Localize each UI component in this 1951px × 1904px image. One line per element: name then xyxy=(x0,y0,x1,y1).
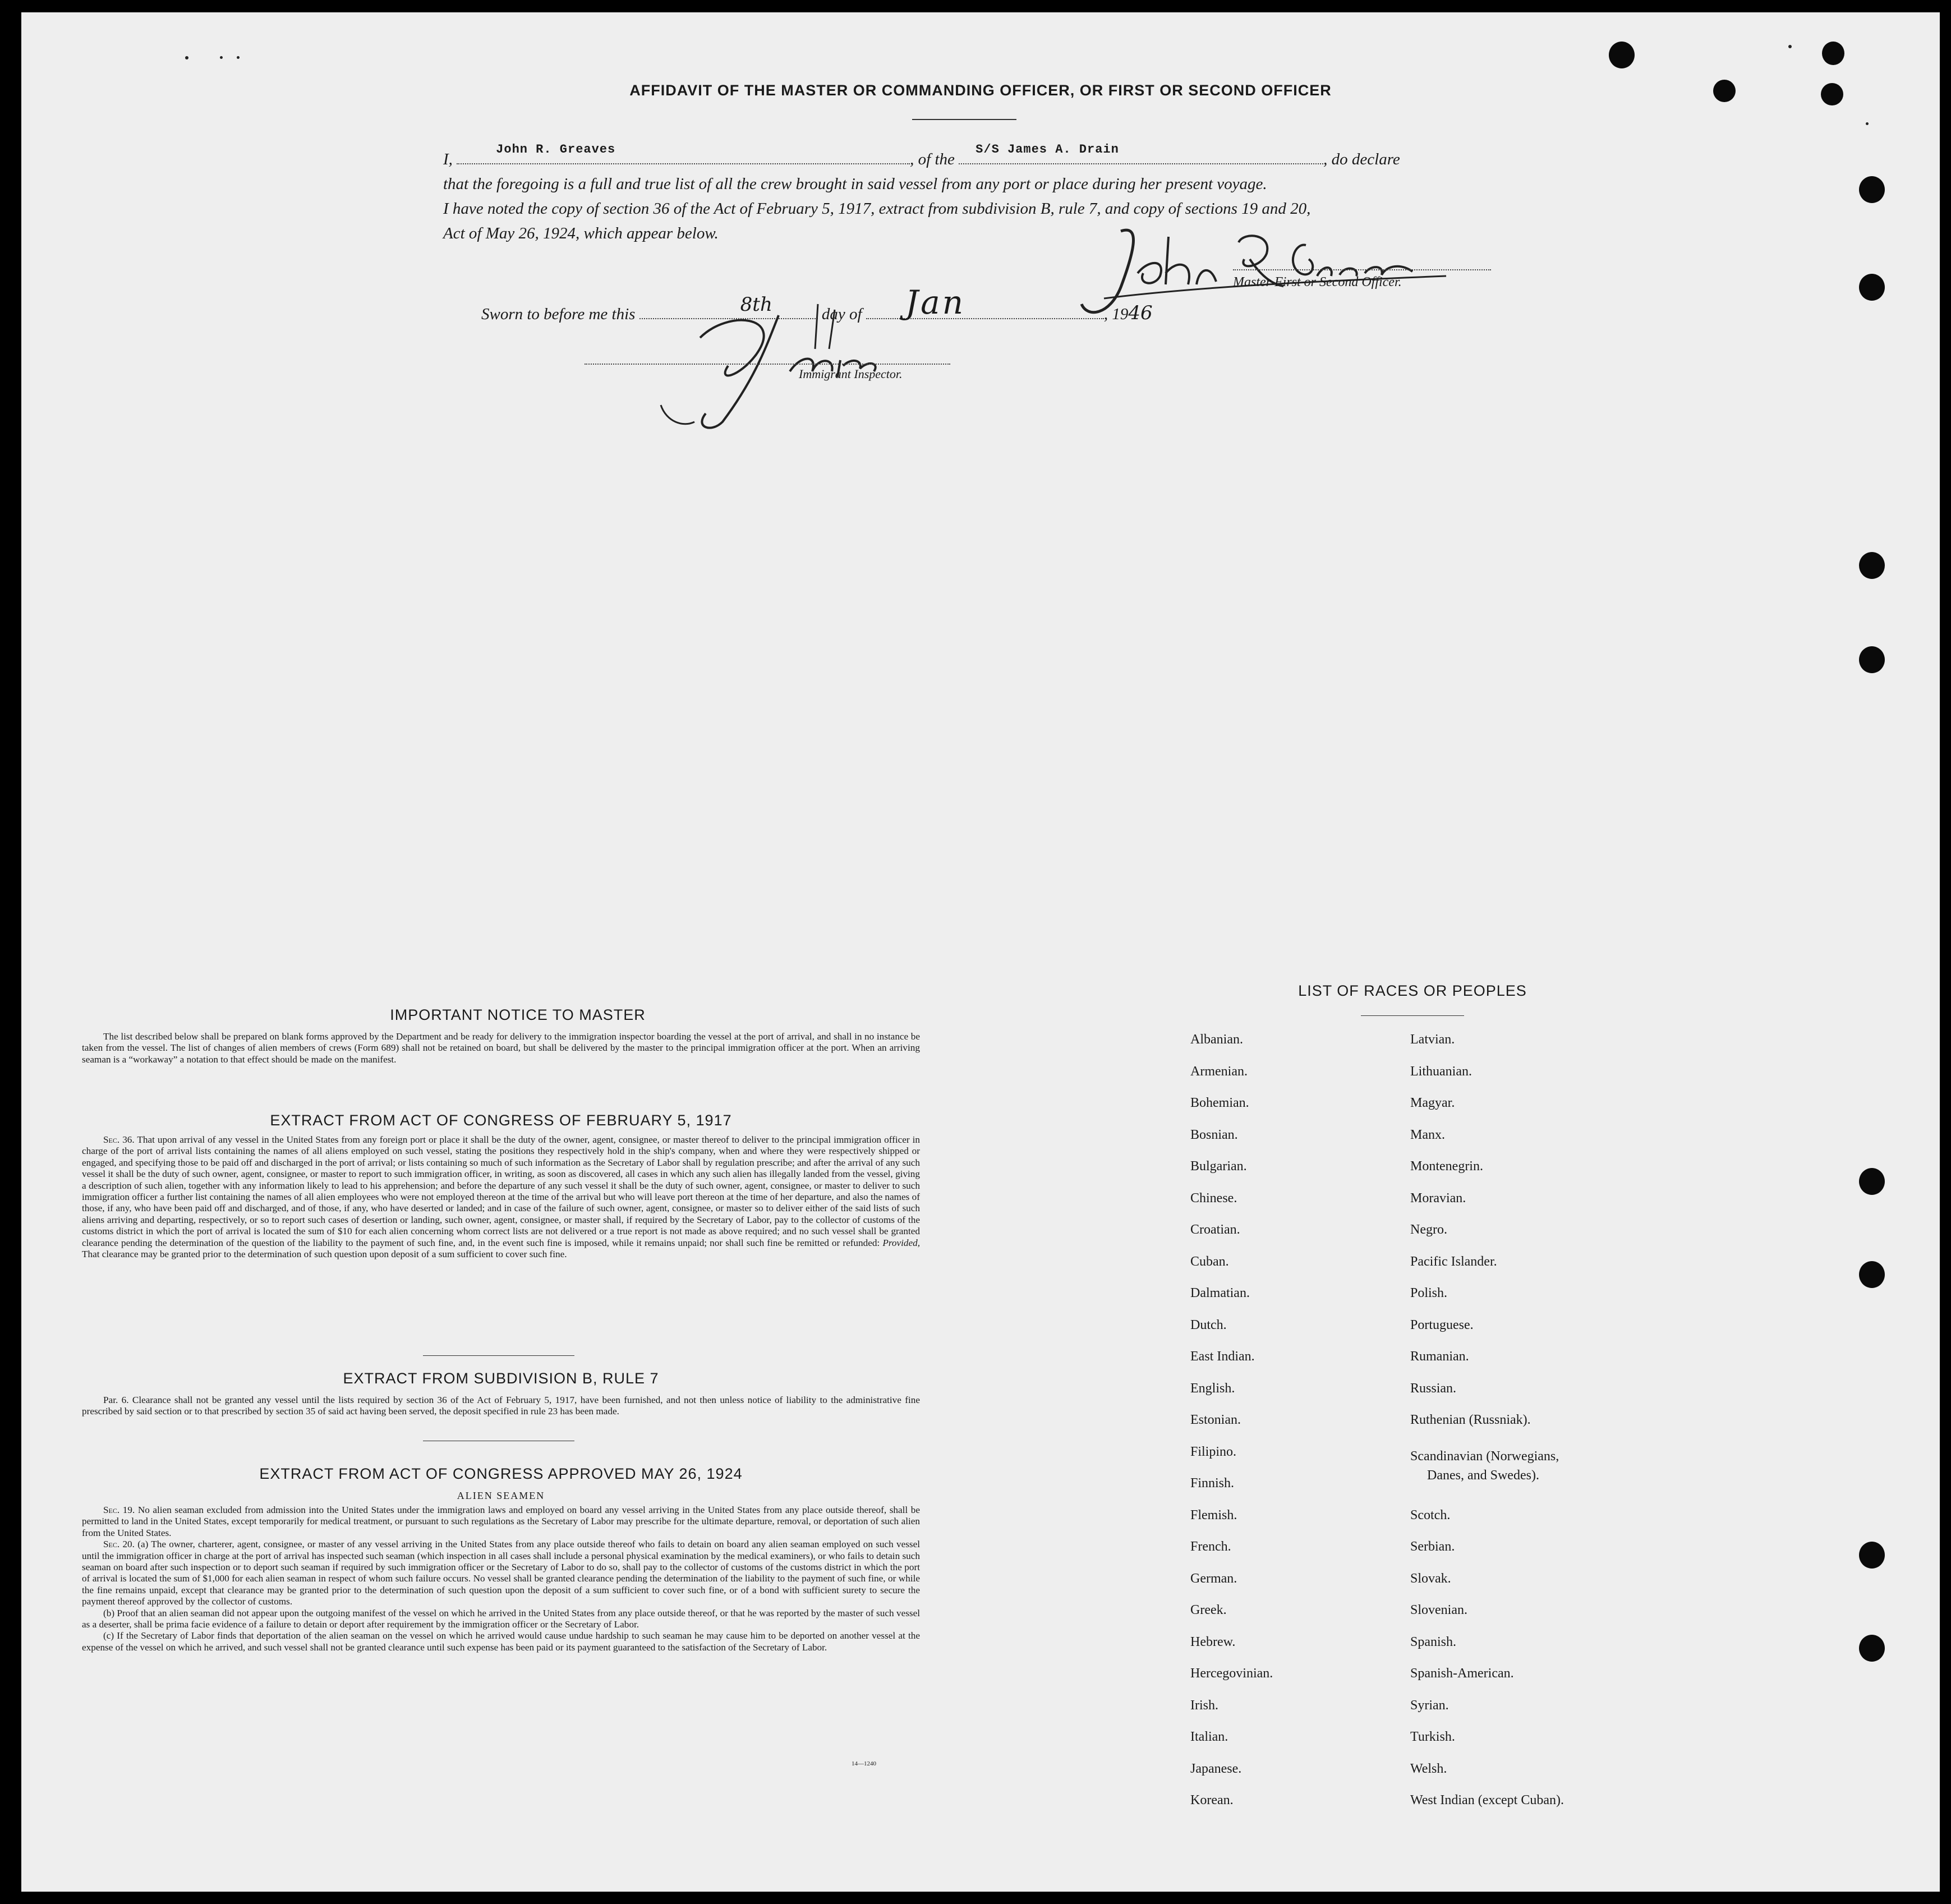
race-item: Bosnian. xyxy=(1190,1128,1238,1142)
speck xyxy=(237,56,240,59)
race-item: Finnish. xyxy=(1190,1476,1235,1491)
race-item: West Indian (except Cuban). xyxy=(1410,1793,1564,1808)
race-item: Turkish. xyxy=(1410,1730,1455,1744)
race-item: Irish. xyxy=(1190,1698,1218,1713)
race-item: Spanish. xyxy=(1410,1635,1457,1649)
race-item: Scandinavian (Norwegians, xyxy=(1410,1449,1559,1464)
race-item: Manx. xyxy=(1410,1128,1445,1142)
race-item: Ruthenian (Russniak). xyxy=(1410,1413,1531,1427)
punch-hole xyxy=(1859,1635,1885,1662)
race-item: Hebrew. xyxy=(1190,1635,1236,1649)
master-caption: Master First or Second Officer. xyxy=(1233,275,1402,289)
race-item: Japanese. xyxy=(1190,1762,1242,1776)
race-item: French. xyxy=(1190,1539,1231,1554)
speck xyxy=(185,56,188,59)
notice-paragraph: The list described below shall be prepared on blank forms approved by the Department and be ready for delivery to the immigration inspector boarding the vessel at the port of arrival, and shall in no instance be taken from the vessel. The list of changes of alien members of crews (Form 689) shall not be retained on board, but shall be delivered by the master to the principal immigration officer at the port. When an arriving seaman is a “workaway” a notation to that effect should be made on the manifest. xyxy=(82,1031,920,1065)
race-item: Negro. xyxy=(1410,1222,1447,1237)
punch-hole xyxy=(1859,552,1885,579)
form-number: 14—1240 xyxy=(852,1760,876,1767)
race-item: Russian. xyxy=(1410,1381,1457,1396)
affidavit-title: AFFIDAVIT OF THE MASTER OR COMMANDING OFFICER, OR FIRST OR SECOND OFFICER xyxy=(629,82,1332,99)
punch-hole xyxy=(1859,274,1885,301)
speck xyxy=(1788,45,1792,48)
punch-hole xyxy=(1609,42,1635,68)
notice-title: IMPORTANT NOTICE TO MASTER xyxy=(390,1006,646,1023)
race-item: Moravian. xyxy=(1410,1191,1466,1206)
master-name-field xyxy=(457,142,910,164)
form-page xyxy=(21,12,1940,1892)
race-item: Lithuanian. xyxy=(1410,1064,1472,1079)
punch-hole xyxy=(1859,646,1885,673)
alien-seamen-subtitle: ALIEN SEAMEN xyxy=(457,1490,545,1501)
sec-19-paragraph xyxy=(82,1505,920,1539)
rule-7-title: EXTRACT FROM SUBDIVISION B, RULE 7 xyxy=(343,1370,659,1387)
race-item: Flemish. xyxy=(1190,1508,1237,1523)
extract-1924-text xyxy=(82,1505,920,1653)
race-item: Pacific Islander. xyxy=(1410,1254,1497,1269)
race-item: Scotch. xyxy=(1410,1508,1451,1523)
race-item: Welsh. xyxy=(1410,1762,1447,1776)
day-of-label: day of xyxy=(821,305,862,323)
of-the-label: , of the xyxy=(910,150,955,168)
vessel-name-value: S/S James A. Drain xyxy=(976,142,1119,157)
race-item: Montenegrin. xyxy=(1410,1159,1483,1174)
race-item: Dalmatian. xyxy=(1190,1286,1250,1300)
notice-text xyxy=(82,1031,920,1065)
sec-20a-paragraph xyxy=(82,1539,920,1607)
races-title: LIST OF RACES OR PEOPLES xyxy=(1298,982,1527,999)
race-item: Rumanian. xyxy=(1410,1349,1469,1364)
inspector-caption: Immigrant Inspector. xyxy=(799,367,903,381)
race-item: Bulgarian. xyxy=(1190,1159,1247,1174)
sec-20a-text: (a) The owner, charterer, agent, consignee, or master of any vessel arriving in the United States from any place outside thereof who fails to detain on board any alien seaman employed on such vessel until the immigration officer in charge at the port of arrival has inspected such seaman (which inspection in all cases shall include a personal physical examination by the medical examiners), or who fails to detain such seaman on board after such inspection or to deport such seaman if required by such immigration officer or the Secretary of Labor to do so, shall pay to the collector of customs of the customs district in which the port of arrival is located the sum of $1,000 for each alien seaman in respect of whom such failure occurs. No vessel shall be granted clearance pending the determination of the liability to the payment of such fine, or while the fine remains unpaid, except that clearance may be granted prior to the determination of such question upon the deposit of a sum sufficient to cover such fine, or of a bond with sufficient surety to secure the payment thereof approved by the collector of customs. xyxy=(82,1539,920,1607)
sec-20b-paragraph: (b) Proof that an alien seaman did not appear upon the outgoing manifest of the vessel on which he arrived in the United States from any place outside thereof, or that he was reported by the master of such vessel as a deserter, shall be prima facie evidence of a failure to detain or deport after requirement by the immigration officer or the Secretary of Labor. xyxy=(82,1607,920,1630)
race-item: Serbian. xyxy=(1410,1539,1455,1554)
vessel-name-field xyxy=(959,142,1323,164)
race-item: Spanish-American. xyxy=(1410,1666,1514,1681)
race-item: Slovak. xyxy=(1410,1571,1451,1586)
race-item: German. xyxy=(1190,1571,1237,1586)
sec-20-label: Sec. 20. xyxy=(103,1539,135,1550)
race-item: Chinese. xyxy=(1190,1191,1237,1206)
race-item: Korean. xyxy=(1190,1793,1234,1808)
declaration-line-2: that the foregoing is a full and true list of all the crew brought in said vessel from any port or place during her present voyage. xyxy=(443,175,1267,193)
sec-36-text: That upon arrival of any vessel in the United States from any foreign port or place it shall be the duty of the owner, agent, consignee, or master thereof to deliver to the principal immigration officer in charge of the port of arrival lists containing the names of all aliens employed on such vessel, stating the positions they respectively hold in the ship's company, when and where they were respectively shipped or engaged, and specifying those to be paid off and discharged in the port of arrival; or lists containing so much of such information as the Secretary of Labor shall by regulation prescribe; and after the arrival of any such vessel it shall be the duty of such owner, agent, consignee, or master to report to such immigration officer, in writing, as soon as discovered, all cases in which any such alien has illegally landed from the vessel, giving a description of such alien, together with any information likely to lead to his apprehension; and before the departure of any such vessel it shall be the duty of such owner, agent, consignee, or master to deliver to such immigration officer a further list containing the names of all alien employees who were not employed thereon at the time of the arrival but who will leave port thereon at the time of her departure, and also the names of those, if any, who have been paid off and discharged, and of those, if any, who have deserted or landed; and in case of the failure of such owner, agent, consignee, or master so to deliver either of the said lists of such aliens arriving and departing, respectively, or so to report such cases of desertion or landing, such owner, agent, consignee, or master shall, if required by the Secretary of Labor, pay to the collector of customs of the customs district in which the port of arrival is located the sum of $10 for each alien concerning whom correct lists are not delivered or a true report is not made as above required; and no such vessel shall be granted clearance pending the determination of the question of the liability to the payment of such fine, and, in the event such fine is imposed, while it remains unpaid; nor shall such fine be remitted or refunded: xyxy=(82,1134,920,1248)
sec-20c-paragraph: (c) If the Secretary of Labor finds that deportation of the alien seaman on the vessel on which he arrived would cause undue hardship to such seaman he may cause him to be deported on another vessel at the expense of the vessel on which he arrived, and such vessel shall not be granted clearance until such expense has been paid or its payment guaranteed to the satisfaction of the Secretary of Labor. xyxy=(82,1630,920,1653)
master-name-value: John R. Greaves xyxy=(496,142,616,157)
race-item: Cuban. xyxy=(1190,1254,1229,1269)
speck xyxy=(1866,122,1869,125)
inspector-signature xyxy=(650,293,964,439)
race-item: East Indian. xyxy=(1190,1349,1255,1364)
sworn-label: Sworn to before me this xyxy=(481,305,636,323)
punch-hole xyxy=(1859,1168,1885,1195)
race-item: Portuguese. xyxy=(1410,1318,1474,1332)
race-item: Estonian. xyxy=(1190,1413,1241,1427)
sec-36-text-end: That clearance may be granted prior to the determination of such question upon deposit of a sum sufficient to cover such fine. xyxy=(82,1249,567,1260)
punch-hole xyxy=(1822,42,1844,65)
punch-hole xyxy=(1859,1542,1885,1569)
inspector-signature-line xyxy=(585,364,950,365)
races-title-rule xyxy=(1361,1015,1464,1016)
title-rule xyxy=(912,119,1016,120)
extract-1924-title: EXTRACT FROM ACT OF CONGRESS APPROVED MAY 26, 1924 xyxy=(259,1465,743,1482)
sec-19-text: No alien seaman excluded from admission into the United States under the immigration laws and employed on board any vessel arriving in the United States from any place outside thereof, shall be permitted to land in the United States, except temporarily for medical treatment, or pursuant to such regulations as the Secretary of Labor may prescribe for the ultimate departure, removal, or deportation of such alien from the United States. xyxy=(82,1505,920,1538)
race-item: Filipino. xyxy=(1190,1445,1237,1459)
race-item: English. xyxy=(1190,1381,1235,1396)
rule-7-text xyxy=(82,1395,920,1418)
race-item: Hercegovinian. xyxy=(1190,1666,1273,1681)
race-item: Dutch. xyxy=(1190,1318,1227,1332)
race-item: Italian. xyxy=(1190,1730,1228,1744)
declaration-i: I, xyxy=(443,150,453,168)
sworn-day-value: 8th xyxy=(740,293,772,316)
race-item: Bohemian. xyxy=(1190,1096,1249,1110)
sec-36-label: Sec. 36. xyxy=(103,1134,135,1145)
sec-19-label: Sec. 19. xyxy=(103,1505,135,1515)
extract-1917-text xyxy=(82,1134,920,1260)
section-divider xyxy=(423,1355,574,1356)
sworn-month-value: Jan xyxy=(905,283,966,321)
year-prefix: , 19 xyxy=(1103,305,1129,323)
punch-hole xyxy=(1859,176,1885,203)
speck xyxy=(220,56,223,59)
race-item: Polish. xyxy=(1410,1286,1448,1300)
sec-36-paragraph xyxy=(82,1134,920,1260)
year-suffix: 46 xyxy=(1128,302,1153,324)
punch-hole xyxy=(1859,1261,1885,1288)
race-item: Magyar. xyxy=(1410,1096,1455,1110)
provided-word: Provided, xyxy=(882,1237,921,1248)
master-signature-line xyxy=(1233,269,1491,270)
race-item: Armenian. xyxy=(1190,1064,1248,1079)
race-item: Slovenian. xyxy=(1410,1603,1467,1617)
race-item: Danes, and Swedes). xyxy=(1427,1468,1539,1483)
declaration-line-4: Act of May 26, 1924, which appear below. xyxy=(443,224,719,242)
race-item: Syrian. xyxy=(1410,1698,1449,1713)
extract-1917-title: EXTRACT FROM ACT OF CONGRESS OF FEBRUARY 5, 1917 xyxy=(270,1112,732,1129)
race-item: Albanian. xyxy=(1190,1032,1243,1047)
rule-7-paragraph: Par. 6. Clearance shall not be granted any vessel until the lists required by section 36 of the Act of February 5, 1917, have been furnished, and not then unless notice of liability to the administrative fine prescribed by said section or to that prescribed by section 35 of said act having been served, the deposit specified in rule 23 has been made. xyxy=(82,1395,920,1417)
race-item: Latvian. xyxy=(1410,1032,1455,1047)
declaration-line-1 xyxy=(443,142,1520,172)
do-declare-label: , do declare xyxy=(1323,150,1400,168)
race-item: Croatian. xyxy=(1190,1222,1240,1237)
declaration-line-3: I have noted the copy of section 36 of the Act of February 5, 1917, extract from subdivision B, rule 7, and copy of sections 19 and 20, xyxy=(443,200,1311,218)
race-item: Greek. xyxy=(1190,1603,1227,1617)
